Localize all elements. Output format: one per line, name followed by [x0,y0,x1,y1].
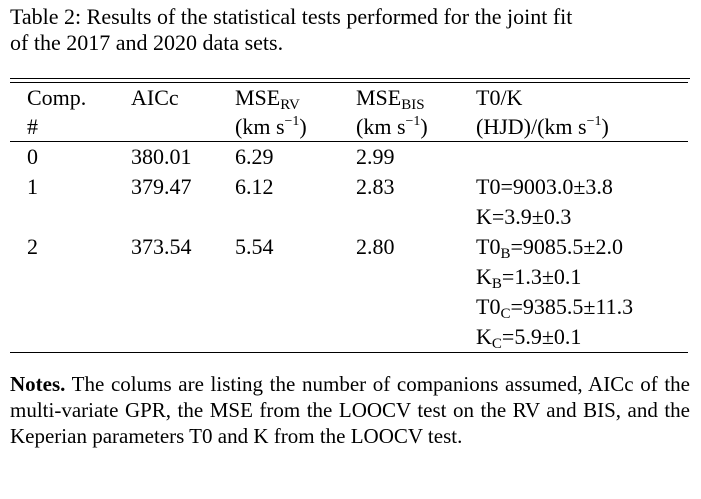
table-row [10,322,688,353]
cell-mse-rv: 6.29 [235,144,274,169]
table-row [10,172,688,202]
header-mse-bis: $MSE_{BIS}$ [356,85,425,113]
caption-line-2: of the 2017 and 2020 data sets. [10,30,284,55]
cell-params: $T0_B=9085.5\pm 2.0$ [476,234,623,262]
header-t0k-unit: (HJD)/(km $s^{-1}$) [476,112,688,142]
cell-comp [10,262,131,292]
cell-comp: 2 [27,234,38,259]
cell-comp [10,322,131,353]
cell-params: $T0_C=9385.5\pm 11.3$ [476,294,634,322]
header-aicc: AICc [131,85,179,110]
cell-mse-bis [356,322,476,353]
cell-mse-bis: 2.80 [356,234,395,259]
cell-mse-bis [356,202,476,232]
notes-label: Notes. [10,372,66,396]
cell-mse-bis [356,262,476,292]
cell-comp [10,202,131,232]
cell-aicc [131,292,235,322]
caption-line-1: Table 2: Results of the statistical tests performed for the joint fit [10,4,573,29]
results-table [10,82,688,353]
header-comp: Comp. [27,85,87,110]
cell-params: T0=9003.0±3.8 [476,174,613,199]
cell-comp [10,292,131,322]
cell-aicc [131,202,235,232]
table-row [10,142,688,173]
cell-mse-rv [235,292,356,322]
cell-mse-rv [235,202,356,232]
header-mse-rv-unit: (km $s^{-1}$) [235,112,356,142]
cell-params [476,142,688,173]
cell-aicc: 380.01 [131,144,192,169]
header-mse-rv: $MSE_{RV}$ [235,85,300,113]
cell-comp: 0 [27,144,38,169]
cell-params: $K_C=5.9\pm 0.1$ [476,324,582,352]
header-comp-unit: # [10,112,131,142]
cell-params: $K_B=1.3\pm 0.1$ [476,264,582,292]
cell-comp: 1 [27,174,38,199]
cell-mse-bis [356,292,476,322]
cell-mse-rv: 5.54 [235,234,274,259]
table-notes [10,371,690,449]
header-row-1 [10,83,688,113]
cell-aicc [131,322,235,353]
cell-mse-rv [235,262,356,292]
table-caption [10,4,690,56]
table-row [10,262,688,292]
table-row [10,232,688,262]
table-row [10,202,688,232]
cell-mse-bis: 2.99 [356,144,395,169]
cell-aicc: 373.54 [131,234,192,259]
header-row-2 [10,112,688,142]
header-mse-bis-unit: (km $s^{-1}$) [356,112,476,142]
cell-mse-rv: 6.12 [235,174,274,199]
cell-mse-rv [235,322,356,353]
cell-mse-bis: 2.83 [356,174,395,199]
table-row [10,292,688,322]
header-t0k: T0/K [476,85,523,110]
cell-params: K=3.9±0.3 [476,204,572,229]
notes-text: The colums are listing the number of companions assumed, AICc of the multi-variate GPR, the MSE from the LOOCV test on the RV and BIS, and the Keperian parameters T0 and K from the LOOCV test. [10,372,690,448]
table-body [10,142,688,353]
header-aicc-unit [131,112,235,142]
cell-aicc [131,262,235,292]
results-table-wrap [10,78,690,353]
cell-aicc: 379.47 [131,174,192,199]
table-page [10,4,690,449]
